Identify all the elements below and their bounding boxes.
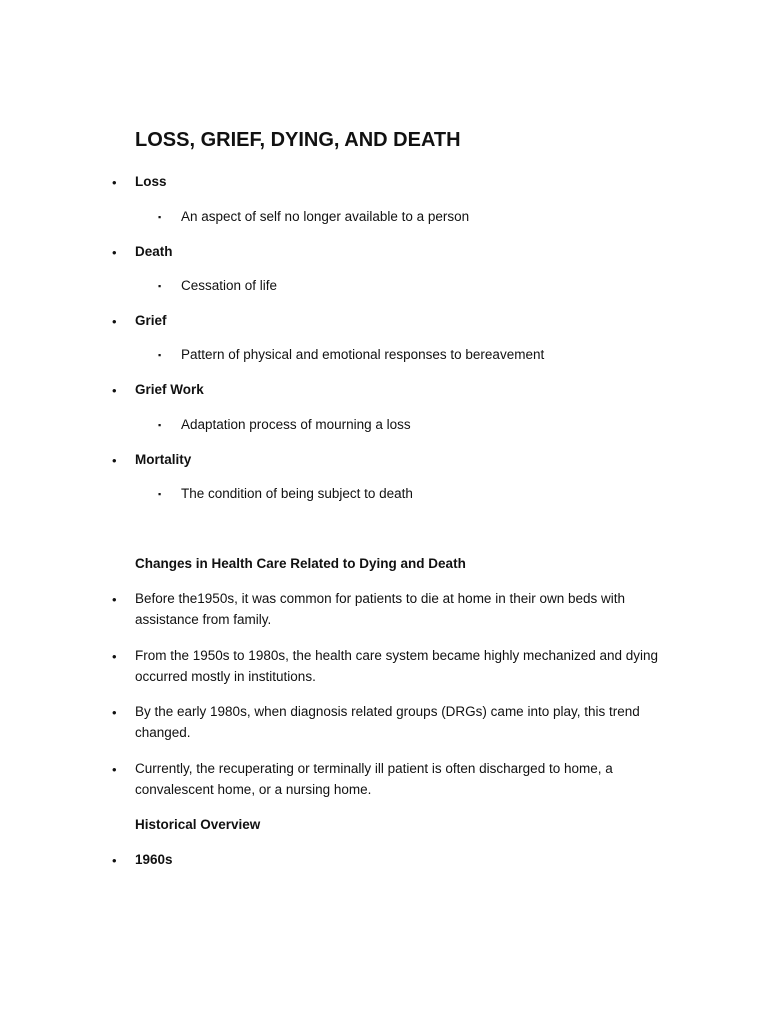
list-item: From the 1950s to 1980s, the health care system became highly mechanized and dying occurred mostly in institutions. bbox=[135, 648, 659, 684]
term-mortality: Mortality bbox=[135, 452, 192, 467]
bullet-icon: • bbox=[112, 383, 117, 398]
sub-bullet-icon: ▪ bbox=[158, 212, 162, 222]
sub-bullet-icon: ▪ bbox=[158, 281, 162, 291]
bullet-icon: • bbox=[112, 245, 117, 260]
page-title: LOSS, GRIEF, DYING, AND DEATH bbox=[135, 129, 461, 151]
definition-grief-work: Adaptation process of mourning a loss bbox=[181, 417, 411, 432]
term-death: Death bbox=[135, 244, 173, 259]
sub-bullet-icon: ▪ bbox=[158, 489, 162, 499]
bullet-icon: • bbox=[112, 649, 117, 664]
bullet-icon: • bbox=[112, 853, 117, 868]
definition-death: Cessation of life bbox=[181, 278, 278, 293]
term-grief: Grief bbox=[135, 313, 167, 328]
section-heading-history: Historical Overview bbox=[135, 817, 261, 832]
sub-bullet-icon: ▪ bbox=[158, 350, 162, 360]
term-grief-work: Grief Work bbox=[135, 382, 204, 397]
bullet-icon: • bbox=[112, 314, 117, 329]
bullet-icon: • bbox=[112, 453, 117, 468]
bullet-icon: • bbox=[112, 762, 117, 777]
list-item: Currently, the recuperating or terminally ill patient is often discharged to home, a convalescent home, or a nursing home. bbox=[135, 761, 613, 797]
list-item: By the early 1980s, when diagnosis related groups (DRGs) came into play, this trend changed. bbox=[135, 704, 640, 740]
sub-bullet-icon: ▪ bbox=[158, 420, 162, 430]
definition-loss: An aspect of self no longer available to a person bbox=[181, 209, 470, 224]
list-item: 1960s bbox=[135, 852, 173, 867]
bullet-icon: • bbox=[112, 705, 117, 720]
section-heading-changes: Changes in Health Care Related to Dying and Death bbox=[135, 556, 466, 571]
bullet-icon: • bbox=[112, 592, 117, 607]
term-loss: Loss bbox=[135, 174, 167, 189]
list-item: Before the1950s, it was common for patients to die at home in their own beds with assistance from family. bbox=[135, 591, 626, 627]
bullet-icon: • bbox=[112, 175, 117, 190]
definition-grief: Pattern of physical and emotional responses to bereavement bbox=[181, 347, 545, 362]
definition-mortality: The condition of being subject to death bbox=[181, 486, 413, 501]
